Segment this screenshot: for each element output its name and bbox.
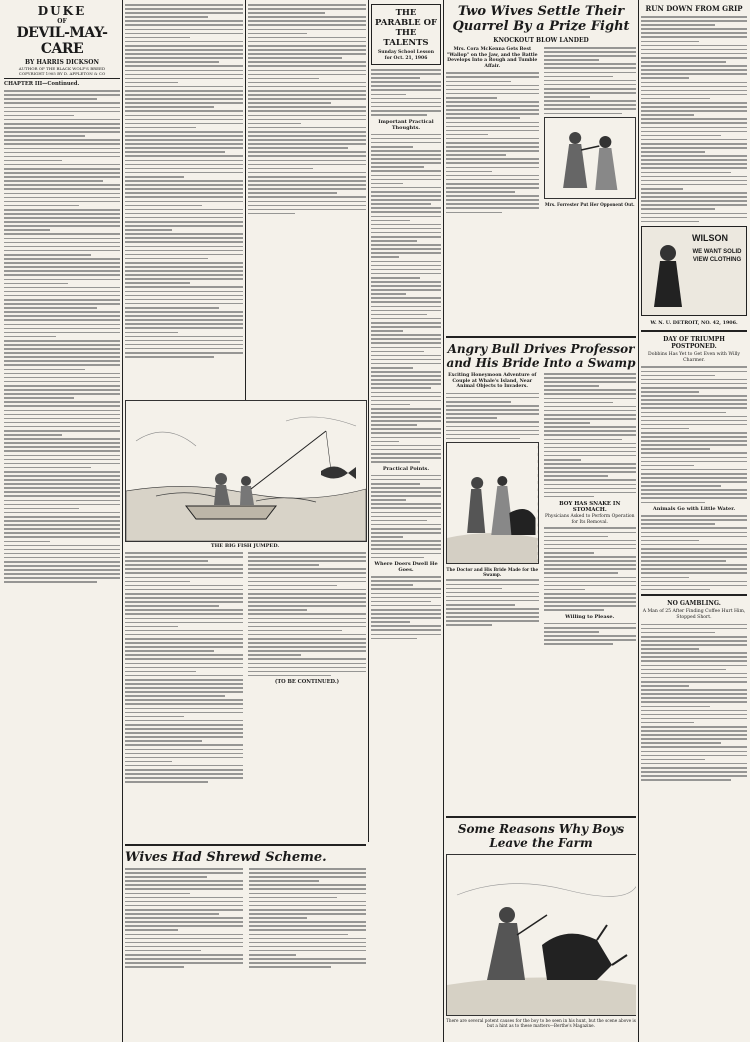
parable-subhead: Important Practical Thoughts. <box>378 118 434 131</box>
gambling-title: NO GAMBLING. <box>667 600 721 608</box>
serial-chapter-heading: CHAPTER III—Continued. <box>4 81 80 87</box>
serial-body-text-1 <box>4 90 120 583</box>
right-column <box>641 0 747 1042</box>
shrewd-scheme-article <box>125 840 366 1040</box>
farm-boy-caption: There are several potent causes for the boy to be seen in his hunt, but the scene above is but a hint as to these matters—Berthe's Magazine. <box>446 1018 636 1028</box>
angry-bull-deck: Exciting Honeymoon Adventure of Couple at Whale's Island, Near Animal Objects to Invaders. <box>448 373 537 390</box>
serial-column-1 <box>4 0 120 1042</box>
big-fish-caption: THE BIG FISH JUMPED. <box>210 543 280 549</box>
column-divider <box>638 0 639 1042</box>
serial-continued-note: (TO BE CONTINUED.) <box>274 679 340 686</box>
prize-fight-illustration <box>544 117 637 199</box>
column-divider <box>368 0 369 842</box>
fishing-scene-image <box>126 401 366 541</box>
clothing-ad <box>641 226 747 316</box>
farm-boy-illustration <box>446 854 636 1016</box>
bull-and-couple-image <box>447 443 538 563</box>
wives-prize-article <box>446 0 636 330</box>
editorial-sub-practical: Practical Points. <box>382 465 430 472</box>
bull-chase-caption: The Doctor and His Bride Made for the Swamp. <box>446 567 539 578</box>
serial-author-line: AUTHOR OF THE BLACK WOLF'S BREED <box>18 66 106 71</box>
farm-chase-image <box>447 855 636 1015</box>
wnu-footer: W. N. U. DETROIT, NO. 42, 1906. <box>650 320 738 327</box>
parable-column <box>371 0 441 840</box>
big-fish-illustration <box>125 400 367 542</box>
parable-title-box <box>371 4 441 65</box>
wives-prize-subtitle: KNOCKOUT BLOW LANDED <box>493 37 589 44</box>
animals-subhead: Animals Go with Little Water. <box>652 506 736 513</box>
clothing-ad-tagline: WE WANT SOLID VIEW CLOTHING <box>692 249 742 263</box>
snake-subhead: BOY HAS SNAKE IN STOMACH. <box>559 501 621 514</box>
snake-deck: Physicians Asked to Perform Operation for Its Removal. <box>545 514 635 525</box>
parable-title: THE PARABLE OF THE TALENTS <box>374 8 438 48</box>
serial-title-top: DUKE <box>37 4 87 18</box>
serial-title-main: DEVIL-MAY-CARE <box>16 25 108 57</box>
column-divider <box>443 0 444 1042</box>
wives-prize-deck: Mrs. Cora McKenna Gets Best "Wallop" on the Jaw, and the Battle Develops Into a Rough and Tumble Affair. <box>446 47 538 69</box>
serial-body-text-3 <box>248 4 366 214</box>
angry-bull-article <box>446 332 636 812</box>
grip-title: RUN DOWN FROM GRIP <box>645 4 743 13</box>
serial-column-3-lower <box>248 552 366 852</box>
reasons-title: Some Reasons Why Boys Leave the Farm <box>457 822 625 850</box>
shrewd-scheme-title: Wives Had Shrewd Scheme. <box>125 850 327 865</box>
bull-chase-illustration <box>446 442 539 564</box>
serial-title-block <box>4 2 120 79</box>
serial-copyright: COPYRIGHT 1905 BY D. APPLETON & CO <box>18 71 106 76</box>
triumph-title: DAY OF TRIUMPH POSTPONED. <box>663 336 725 351</box>
editorial-sub-doers: Where Doers Dwell He Goes. <box>374 561 438 574</box>
wives-prize-title: Two Wives Settle Their Quarrel By a Prize Fight <box>452 4 630 34</box>
prize-fight-caption: Mrs. Forrester Put Her Opponent Out. <box>544 202 635 208</box>
reasons-article <box>446 812 636 1042</box>
column-divider <box>122 0 123 1042</box>
triumph-deck: Dobbins Has Yet to Get Even with Willy Charmer. <box>648 352 740 363</box>
gambling-deck: A Man of 25 After Finding Coffee Hurt Him, Stopped Short. <box>642 609 746 621</box>
serial-body-text-2 <box>125 4 243 358</box>
parable-subtitle: Sunday School Lesson for Oct. 21, 1906 <box>378 50 434 61</box>
clothing-ad-brand: WILSON <box>692 233 728 244</box>
serial-title-of: OF <box>57 18 67 25</box>
serial-byline: BY HARRIS DICKSON <box>25 59 99 66</box>
angry-bull-title: Angry Bull Drives Professor and His Bride Into a Swamp <box>446 342 636 370</box>
willing-subhead: Willing to Please. <box>565 613 615 620</box>
women-fighting-image <box>545 118 636 198</box>
